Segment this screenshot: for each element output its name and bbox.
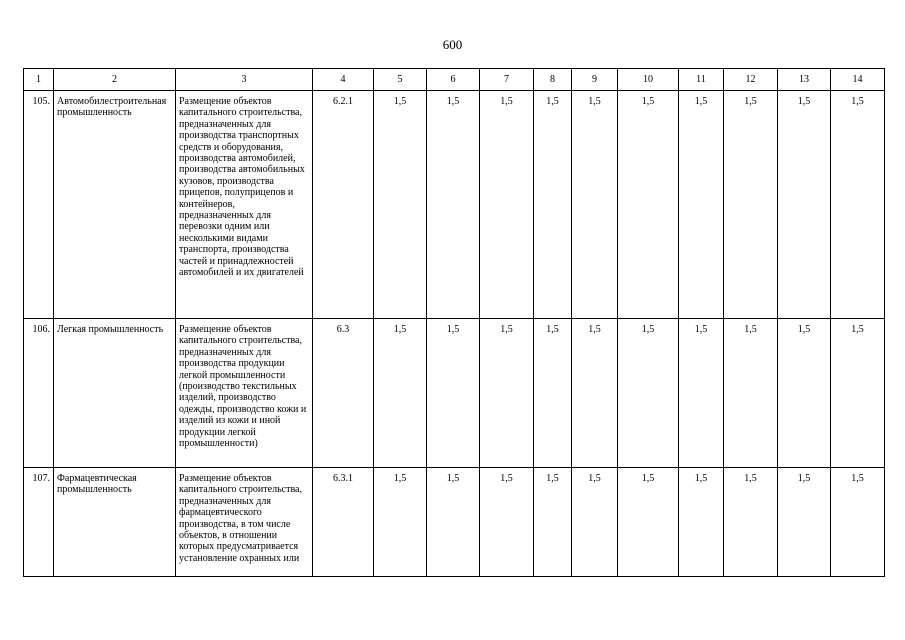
row-value: 1,5 — [480, 468, 534, 577]
table-row — [24, 468, 885, 577]
row-value: 1,5 — [831, 468, 885, 577]
table-row — [24, 91, 885, 319]
header-cell: 9 — [572, 69, 618, 91]
row-value: 1,5 — [724, 319, 778, 468]
header-cell: 5 — [374, 69, 427, 91]
header-cell: 13 — [778, 69, 831, 91]
row-value: 1,5 — [427, 468, 480, 577]
header-cell: 1 — [24, 69, 54, 91]
row-code: 6.3.1 — [313, 468, 374, 577]
row-value: 1,5 — [778, 468, 831, 577]
row-value: 1,5 — [374, 91, 427, 319]
header-row — [24, 69, 885, 91]
row-value: 1,5 — [534, 319, 572, 468]
row-value: 1,5 — [679, 468, 724, 577]
row-name: Легкая промышленность — [54, 319, 176, 468]
page-number: 600 — [442, 37, 463, 52]
row-value: 1,5 — [724, 91, 778, 319]
regulations-table — [23, 68, 885, 577]
row-code: 6.2.1 — [313, 91, 374, 319]
header-cell: 14 — [831, 69, 885, 91]
row-value: 1,5 — [534, 91, 572, 319]
row-value: 1,5 — [679, 319, 724, 468]
row-name: Автомобилестроительная промышленность — [54, 91, 176, 319]
row-value: 1,5 — [831, 91, 885, 319]
row-description: Размещение объектов капитального строительства, предназначенных для производства продукции легкой промышленности (производство текстильных изделий, производство одежды, производство кожи и изделий из кожи и иной продукции легкой промышленности) — [176, 319, 313, 468]
row-value: 1,5 — [618, 91, 679, 319]
row-value: 1,5 — [679, 91, 724, 319]
row-value: 1,5 — [427, 319, 480, 468]
header-cell: 7 — [480, 69, 534, 91]
table-row — [24, 319, 885, 468]
row-value: 1,5 — [618, 319, 679, 468]
row-value: 1,5 — [374, 319, 427, 468]
row-value: 1,5 — [572, 319, 618, 468]
row-number: 107. — [24, 468, 54, 577]
row-value: 1,5 — [427, 91, 480, 319]
row-description: Размещение объектов капитального строительства, предназначенных для фармацевтического производства, в том числе объектов, в отношении которых предусматривается установление охранных или — [176, 468, 313, 577]
header-cell: 3 — [176, 69, 313, 91]
row-value: 1,5 — [480, 319, 534, 468]
row-value: 1,5 — [534, 468, 572, 577]
header-cell: 8 — [534, 69, 572, 91]
row-code: 6.3 — [313, 319, 374, 468]
header-cell: 2 — [54, 69, 176, 91]
row-value: 1,5 — [724, 468, 778, 577]
row-description: Размещение объектов капитального строительства, предназначенных для производства транспортных средств и оборудования, производства автомобилей, производства автомобильных кузовов, производства прицепов, полуприцепов и контейнеров, предназначенных для перевозки одним или несколькими видами транспорта, производства частей и принадлежностей автомобилей и их двигателей — [176, 91, 313, 319]
row-value: 1,5 — [374, 468, 427, 577]
row-number: 105. — [24, 91, 54, 319]
header-cell: 6 — [427, 69, 480, 91]
row-value: 1,5 — [778, 91, 831, 319]
row-value: 1,5 — [618, 468, 679, 577]
header-cell: 11 — [679, 69, 724, 91]
row-value: 1,5 — [778, 319, 831, 468]
header-cell: 4 — [313, 69, 374, 91]
row-name: Фармацевтическая промышленность — [54, 468, 176, 577]
header-cell: 10 — [618, 69, 679, 91]
row-value: 1,5 — [831, 319, 885, 468]
row-value: 1,5 — [572, 91, 618, 319]
row-number: 106. — [24, 319, 54, 468]
row-value: 1,5 — [572, 468, 618, 577]
row-value: 1,5 — [480, 91, 534, 319]
header-cell: 12 — [724, 69, 778, 91]
